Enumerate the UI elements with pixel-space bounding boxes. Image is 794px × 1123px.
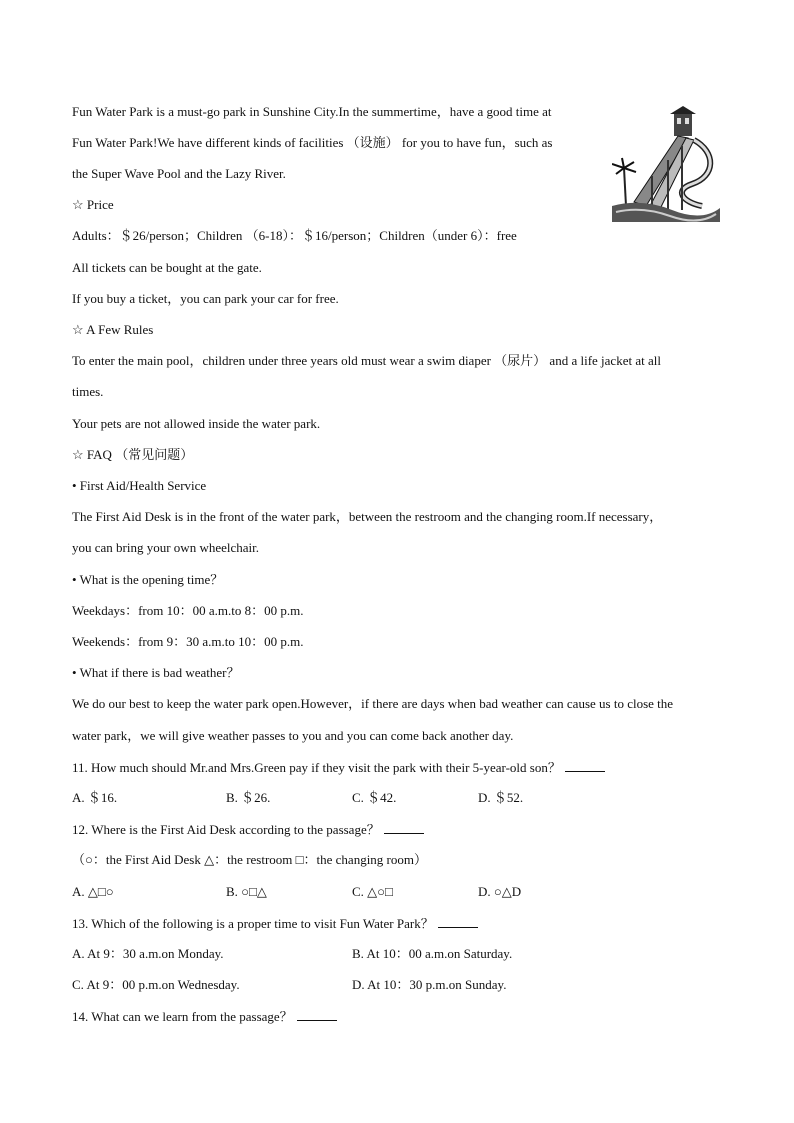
weather-heading: • What if there is bad weather？ (72, 665, 240, 680)
q13-option-b: B. At 10：00 a.m.on Saturday. (352, 946, 513, 961)
answer-blank (565, 759, 605, 772)
parking-line: If you buy a ticket，you can park your car for free. (72, 291, 339, 306)
q12-option-b: B. ○□△ (226, 884, 267, 899)
faq-heading: ☆ FAQ （常见问题） (72, 447, 194, 462)
intro-line-1: Fun Water Park is a must-go park in Sunshine City.In the summertime，have a good time at (72, 104, 552, 119)
first-aid-line-b: you can bring your own wheelchair. (72, 540, 260, 555)
weekends-line: Weekends：from 9：30 a.m.to 10：00 p.m. (72, 634, 304, 649)
question-12-text: 12. Where is the First Aid Desk according to the passage？ (72, 822, 380, 837)
price-heading: ☆ Price (72, 197, 114, 212)
q12-option-d: D. ○△D (478, 884, 522, 899)
intro-line-2: Fun Water Park!We have different kinds of facilities （设施） for you to have fun，such as (72, 135, 553, 150)
question-12 (72, 821, 424, 838)
q13-option-a: A. At 9：30 a.m.on Monday. (72, 946, 224, 961)
question-13 (72, 915, 478, 932)
question-11 (72, 759, 605, 776)
q13-option-c: C. At 9：00 p.m.on Wednesday. (72, 977, 240, 992)
intro-line-3: the Super Wave Pool and the Lazy River. (72, 166, 286, 181)
tickets-line: All tickets can be bought at the gate. (72, 260, 262, 275)
rules-line-1a: To enter the main pool，children under three years old must wear a swim diaper （尿片） and a life jacket at all (72, 353, 661, 368)
rules-line-2: Your pets are not allowed inside the water park. (72, 416, 321, 431)
water-slide-image (612, 106, 720, 222)
answer-blank (438, 915, 478, 928)
q11-option-a: A. ＄16. (72, 790, 118, 805)
first-aid-line-a: The First Aid Desk is in the front of the water park，between the restroom and the changing room.If necessary， (72, 509, 663, 524)
q11-option-d: D. ＄52. (478, 790, 524, 805)
q12-option-c: C. △○□ (352, 884, 393, 899)
question-14-text: 14. What can we learn from the passage？ (72, 1009, 293, 1024)
opening-heading: • What is the opening time？ (72, 572, 224, 587)
price-line: Adults：＄26/person；Children （6-18）：＄16/person；Children（under 6）：free (72, 228, 517, 243)
q11-option-b: B. ＄26. (226, 790, 271, 805)
q12-legend: （○：the First Aid Desk △：the restroom □：the changing room） (72, 852, 427, 867)
rules-line-1b: times. (72, 384, 104, 399)
q11-option-c: C. ＄42. (352, 790, 397, 805)
weather-line-a: We do our best to keep the water park open.However，if there are days when bad weather can cause us to close the (72, 696, 674, 711)
weather-line-b: water park，we will give weather passes to you and you can come back another day. (72, 728, 514, 743)
question-14 (72, 1008, 337, 1025)
rules-heading: ☆ A Few Rules (72, 322, 154, 337)
question-13-text: 13. Which of the following is a proper time to visit Fun Water Park？ (72, 916, 434, 931)
q12-option-a: A. △□○ (72, 884, 114, 899)
question-11-text: 11. How much should Mr.and Mrs.Green pay if they visit the park with their 5-year-old son？ (72, 760, 561, 775)
first-aid-heading: • First Aid/Health Service (72, 478, 207, 493)
q13-option-d: D. At 10：30 p.m.on Sunday. (352, 977, 507, 992)
answer-blank (297, 1008, 337, 1021)
answer-blank (384, 821, 424, 834)
weekdays-line: Weekdays：from 10：00 a.m.to 8：00 p.m. (72, 603, 304, 618)
